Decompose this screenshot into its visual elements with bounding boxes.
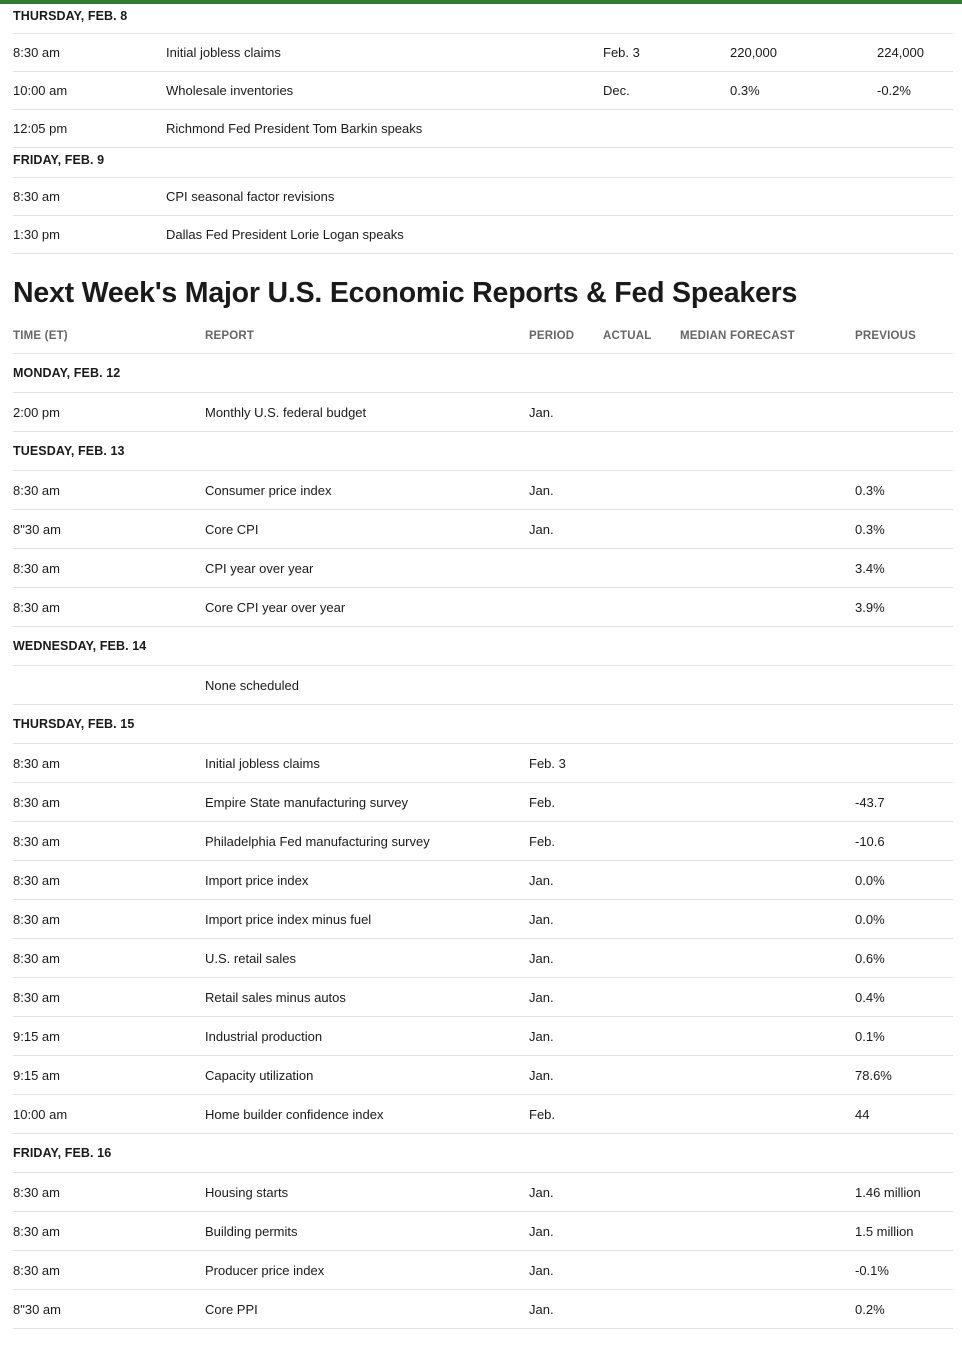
cell-report: Building permits xyxy=(205,1224,298,1239)
table-row xyxy=(13,1212,953,1251)
cell-report: Empire State manufacturing survey xyxy=(205,795,409,810)
day-label: WEDNESDAY, FEB. 14 xyxy=(13,639,147,653)
cell-report: CPI seasonal factor revisions xyxy=(166,189,335,204)
cell-report: Dallas Fed President Lorie Logan speaks xyxy=(166,227,404,242)
cell-period: Dec. xyxy=(603,83,630,98)
cell-report: Capacity utilization xyxy=(205,1068,314,1083)
cell-report: Wholesale inventories xyxy=(166,83,294,98)
cell-period: Feb. 3 xyxy=(529,756,566,771)
cell-forecast: 0.3% xyxy=(730,83,760,98)
cell-time: 8:30 am xyxy=(13,912,60,927)
cell-period: Jan. xyxy=(529,990,554,1005)
next-week-title: Next Week's Major U.S. Economic Reports & Fed Speakers xyxy=(13,277,798,309)
cell-previous: 44 xyxy=(855,1107,870,1122)
cell-period: Jan. xyxy=(529,483,554,498)
cell-time: 8:30 am xyxy=(13,45,60,60)
cell-time: 12:05 pm xyxy=(13,121,68,136)
day-header-row xyxy=(13,354,953,393)
cell-time: 8:30 am xyxy=(13,834,60,849)
cell-report: Monthly U.S. federal budget xyxy=(205,405,367,420)
table-row xyxy=(13,1056,953,1095)
cell-previous: -43.7 xyxy=(855,795,885,810)
table-row xyxy=(13,549,953,588)
cell-time: 8:30 am xyxy=(13,873,60,888)
table-row xyxy=(13,588,953,627)
cell-time: 8:30 am xyxy=(13,795,60,810)
table-row xyxy=(13,822,953,861)
cell-previous: -0.1% xyxy=(855,1263,889,1278)
table-row xyxy=(13,72,953,110)
table-row xyxy=(13,216,953,254)
table-row xyxy=(13,471,953,510)
header-time: TIME (ET) xyxy=(13,330,68,342)
cell-previous: 1.46 million xyxy=(855,1185,921,1200)
cell-time: 8:30 am xyxy=(13,561,60,576)
day-label: FRIDAY, FEB. 9 xyxy=(13,153,105,167)
day-label: TUESDAY, FEB. 13 xyxy=(13,444,125,458)
table-header-row xyxy=(13,316,953,354)
cell-report: None scheduled xyxy=(205,678,299,693)
table-row xyxy=(13,1017,953,1056)
day-label: MONDAY, FEB. 12 xyxy=(13,366,121,380)
cell-time: 10:00 am xyxy=(13,83,68,98)
table-row xyxy=(13,939,953,978)
cell-time: 8:30 am xyxy=(13,600,60,615)
cell-forecast: 220,000 xyxy=(730,45,777,60)
day-label: FRIDAY, FEB. 16 xyxy=(13,1146,112,1160)
next-week-table xyxy=(13,316,953,1329)
cell-report: Consumer price index xyxy=(205,483,332,498)
cell-period: Jan. xyxy=(529,1302,554,1317)
cell-time: 8:30 am xyxy=(13,1185,60,1200)
cell-report: CPI year over year xyxy=(205,561,314,576)
table-row xyxy=(13,744,953,783)
cell-period: Jan. xyxy=(529,951,554,966)
cell-previous: 0.4% xyxy=(855,990,885,1005)
day-header-row xyxy=(13,705,953,744)
cell-period: Jan. xyxy=(529,405,554,420)
cell-previous: 3.9% xyxy=(855,600,885,615)
calendar-content xyxy=(13,4,953,1329)
table-row xyxy=(13,978,953,1017)
cell-report: Housing starts xyxy=(205,1185,289,1200)
cell-time: 9:15 am xyxy=(13,1068,60,1083)
table-row xyxy=(13,34,953,72)
cell-time: 8:30 am xyxy=(13,1263,60,1278)
cell-previous: 0.1% xyxy=(855,1029,885,1044)
cell-period: Feb. xyxy=(529,1107,556,1122)
cell-report: Initial jobless claims xyxy=(205,756,320,771)
table-row xyxy=(13,1251,953,1290)
header-previous: PREVIOUS xyxy=(855,330,917,342)
cell-period: Jan. xyxy=(529,522,554,537)
day-header-row xyxy=(13,4,953,34)
cell-previous: 1.5 million xyxy=(855,1224,914,1239)
cell-time: 2:00 pm xyxy=(13,405,60,420)
cell-report: Core CPI xyxy=(205,522,259,537)
cell-period: Jan. xyxy=(529,1224,554,1239)
table-row xyxy=(13,510,953,549)
cell-period: Jan. xyxy=(529,873,554,888)
cell-time: 8:30 am xyxy=(13,483,60,498)
cell-previous: -0.2% xyxy=(877,83,911,98)
cell-time: 8"30 am xyxy=(13,522,61,537)
table-row xyxy=(13,666,953,705)
cell-previous: 0.3% xyxy=(855,522,885,537)
cell-report: Import price index xyxy=(205,873,309,888)
cell-time: 1:30 pm xyxy=(13,227,60,242)
cell-report: U.S. retail sales xyxy=(205,951,297,966)
cell-period: Jan. xyxy=(529,912,554,927)
day-header-row xyxy=(13,148,953,178)
cell-previous: 0.6% xyxy=(855,951,885,966)
cell-previous: 0.3% xyxy=(855,483,885,498)
header-actual: ACTUAL xyxy=(603,330,652,342)
cell-time: 9:15 am xyxy=(13,1029,60,1044)
cell-time: 8"30 am xyxy=(13,1302,61,1317)
day-header-row xyxy=(13,1134,953,1173)
cell-period: Jan. xyxy=(529,1185,554,1200)
cell-report: Retail sales minus autos xyxy=(205,990,346,1005)
cell-time: 8:30 am xyxy=(13,756,60,771)
header-period: PERIOD xyxy=(529,330,575,342)
cell-time: 8:30 am xyxy=(13,990,60,1005)
table-row xyxy=(13,861,953,900)
cell-report: Import price index minus fuel xyxy=(205,912,372,927)
cell-report: Core CPI year over year xyxy=(205,600,346,615)
cell-period: Feb. xyxy=(529,795,556,810)
cell-report: Home builder confidence index xyxy=(205,1107,384,1122)
cell-previous: -10.6 xyxy=(855,834,885,849)
cell-previous: 224,000 xyxy=(877,45,924,60)
cell-previous: 3.4% xyxy=(855,561,885,576)
cell-time: 8:30 am xyxy=(13,189,60,204)
header-report: REPORT xyxy=(205,330,255,342)
day-header-row xyxy=(13,432,953,471)
day-label: THURSDAY, FEB. 8 xyxy=(13,9,128,23)
table-row xyxy=(13,110,953,148)
table-row xyxy=(13,1173,953,1212)
cell-period: Feb. 3 xyxy=(603,45,640,60)
header-median-forecast: MEDIAN FORECAST xyxy=(680,330,795,342)
table-row xyxy=(13,1290,953,1329)
cell-previous: 0.0% xyxy=(855,912,885,927)
day-label: THURSDAY, FEB. 15 xyxy=(13,717,135,731)
table-row xyxy=(13,1095,953,1134)
cell-period: Feb. xyxy=(529,834,556,849)
cell-period: Jan. xyxy=(529,1029,554,1044)
cell-period: Jan. xyxy=(529,1263,554,1278)
cell-period: Jan. xyxy=(529,1068,554,1083)
cell-report: Core PPI xyxy=(205,1302,258,1317)
cell-time: 8:30 am xyxy=(13,1224,60,1239)
table-row xyxy=(13,783,953,822)
this-week-table xyxy=(13,4,953,254)
cell-previous: 0.0% xyxy=(855,873,885,888)
cell-report: Industrial production xyxy=(205,1029,323,1044)
cell-time: 8:30 am xyxy=(13,951,60,966)
day-header-row xyxy=(13,627,953,666)
cell-report: Producer price index xyxy=(205,1263,325,1278)
cell-report: Richmond Fed President Tom Barkin speaks xyxy=(166,121,423,136)
cell-previous: 0.2% xyxy=(855,1302,885,1317)
cell-previous: 78.6% xyxy=(855,1068,892,1083)
cell-time: 10:00 am xyxy=(13,1107,68,1122)
table-row xyxy=(13,393,953,432)
cell-report: Initial jobless claims xyxy=(166,45,281,60)
table-row xyxy=(13,900,953,939)
cell-report: Philadelphia Fed manufacturing survey xyxy=(205,834,430,849)
table-row xyxy=(13,178,953,216)
